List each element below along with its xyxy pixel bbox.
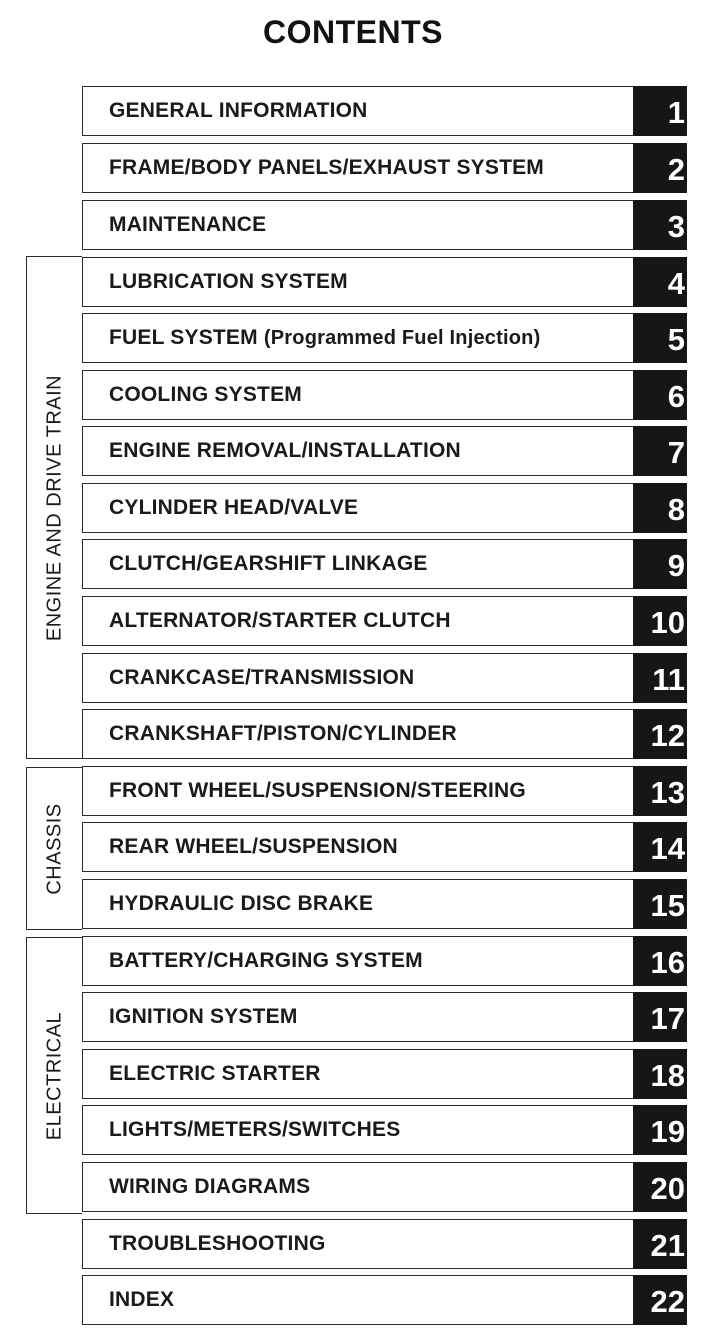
toc-item-label: CYLINDER HEAD/VALVE bbox=[109, 496, 359, 519]
toc-item-alternator-starter-clutch[interactable] bbox=[82, 596, 687, 646]
section-number-tab: 13 bbox=[633, 766, 687, 816]
group-label-electrical: ELECTRICAL bbox=[43, 1011, 65, 1140]
toc-item-label: CRANKSHAFT/PISTON/CYLINDER bbox=[109, 722, 457, 745]
section-number-tab: 19 bbox=[633, 1105, 687, 1155]
toc-item-label: ELECTRIC STARTER bbox=[109, 1062, 321, 1085]
toc-item-label: GENERAL INFORMATION bbox=[109, 99, 368, 122]
toc-item-maintenance[interactable] bbox=[82, 200, 687, 250]
page-title: CONTENTS bbox=[263, 14, 443, 50]
toc-item-hydraulic-disc-brake[interactable] bbox=[82, 879, 687, 929]
toc-item-label: TROUBLESHOOTING bbox=[109, 1232, 326, 1255]
section-number-tab: 1 bbox=[633, 86, 687, 136]
toc-item-label-main: FUEL SYSTEM bbox=[109, 326, 258, 349]
section-number-tab: 18 bbox=[633, 1049, 687, 1099]
toc-item-label: IGNITION SYSTEM bbox=[109, 1005, 298, 1028]
toc-item-index[interactable] bbox=[82, 1275, 687, 1325]
group-label-chassis: CHASSIS bbox=[43, 802, 65, 895]
toc-item-general-information[interactable] bbox=[82, 86, 687, 136]
toc-item-lights-meters-switches[interactable] bbox=[82, 1105, 687, 1155]
section-number-tab: 21 bbox=[633, 1219, 687, 1269]
toc-item-label: LIGHTS/METERS/SWITCHES bbox=[109, 1118, 401, 1141]
toc-item-label: LUBRICATION SYSTEM bbox=[109, 270, 348, 293]
toc-item-battery-charging-system[interactable] bbox=[82, 936, 687, 986]
section-number-tab: 14 bbox=[633, 822, 687, 872]
section-number-tab: 11 bbox=[633, 653, 687, 703]
toc-item-electric-starter[interactable] bbox=[82, 1049, 687, 1099]
toc-item-crankshaft-piston-cylinder[interactable] bbox=[82, 709, 687, 759]
toc-item-cylinder-head-valve[interactable] bbox=[82, 483, 687, 533]
toc-item-label: FRONT WHEEL/SUSPENSION/STEERING bbox=[109, 779, 526, 802]
toc-item-label: COOLING SYSTEM bbox=[109, 383, 302, 406]
toc-item-sublabel: (Programmed Fuel Injection) bbox=[263, 327, 541, 349]
section-number-tab: 8 bbox=[633, 483, 687, 533]
group-engine-and-drive-train bbox=[26, 256, 82, 759]
toc-item-cooling-system[interactable] bbox=[82, 370, 687, 420]
section-number-tab: 10 bbox=[633, 596, 687, 646]
group-label-engine: ENGINE AND DRIVE TRAIN bbox=[43, 374, 65, 641]
section-number-tab: 16 bbox=[633, 936, 687, 986]
toc-item-label: MAINTENANCE bbox=[109, 213, 267, 236]
section-number-tab: 9 bbox=[633, 539, 687, 589]
toc-item-label: HYDRAULIC DISC BRAKE bbox=[109, 892, 374, 915]
section-number-tab: 3 bbox=[633, 200, 687, 250]
toc-item-label: REAR WHEEL/SUSPENSION bbox=[109, 835, 398, 858]
toc-item-troubleshooting[interactable] bbox=[82, 1219, 687, 1269]
toc-item-ignition-system[interactable] bbox=[82, 992, 687, 1042]
section-number-tab: 5 bbox=[633, 313, 687, 363]
toc-item-engine-removal-installation[interactable] bbox=[82, 426, 687, 476]
toc-item-fuel-system[interactable] bbox=[82, 313, 687, 363]
section-number-tab: 17 bbox=[633, 992, 687, 1042]
toc-item-label bbox=[109, 314, 540, 361]
section-number-tab: 20 bbox=[633, 1162, 687, 1212]
toc-item-clutch-gearshift-linkage[interactable] bbox=[82, 539, 687, 589]
toc-item-crankcase-transmission[interactable] bbox=[82, 653, 687, 703]
section-number-tab: 2 bbox=[633, 143, 687, 193]
group-chassis bbox=[26, 767, 82, 930]
toc-item-lubrication-system[interactable] bbox=[82, 257, 687, 307]
toc-item-wiring-diagrams[interactable] bbox=[82, 1162, 687, 1212]
toc-item-label: ALTERNATOR/STARTER CLUTCH bbox=[109, 609, 451, 632]
toc-item-label: CRANKCASE/TRANSMISSION bbox=[109, 666, 415, 689]
toc-item-label: ENGINE REMOVAL/INSTALLATION bbox=[109, 439, 461, 462]
toc-item-label: FRAME/BODY PANELS/EXHAUST SYSTEM bbox=[109, 156, 545, 179]
toc-item-rear-wheel-suspension[interactable] bbox=[82, 822, 687, 872]
toc-item-label: BATTERY/CHARGING SYSTEM bbox=[109, 949, 423, 972]
toc-item-front-wheel-suspension-steering[interactable] bbox=[82, 766, 687, 816]
toc-item-label: INDEX bbox=[109, 1288, 175, 1311]
section-number-tab: 4 bbox=[633, 257, 687, 307]
group-electrical bbox=[26, 937, 82, 1214]
toc-item-label: CLUTCH/GEARSHIFT LINKAGE bbox=[109, 552, 428, 575]
toc-item-label: WIRING DIAGRAMS bbox=[109, 1175, 311, 1198]
section-number-tab: 22 bbox=[633, 1275, 687, 1325]
section-number-tab: 12 bbox=[633, 709, 687, 759]
section-number-tab: 15 bbox=[633, 879, 687, 929]
toc-item-frame-body-panels-exhaust[interactable] bbox=[82, 143, 687, 193]
section-number-tab: 6 bbox=[633, 370, 687, 420]
section-number-tab: 7 bbox=[633, 426, 687, 476]
